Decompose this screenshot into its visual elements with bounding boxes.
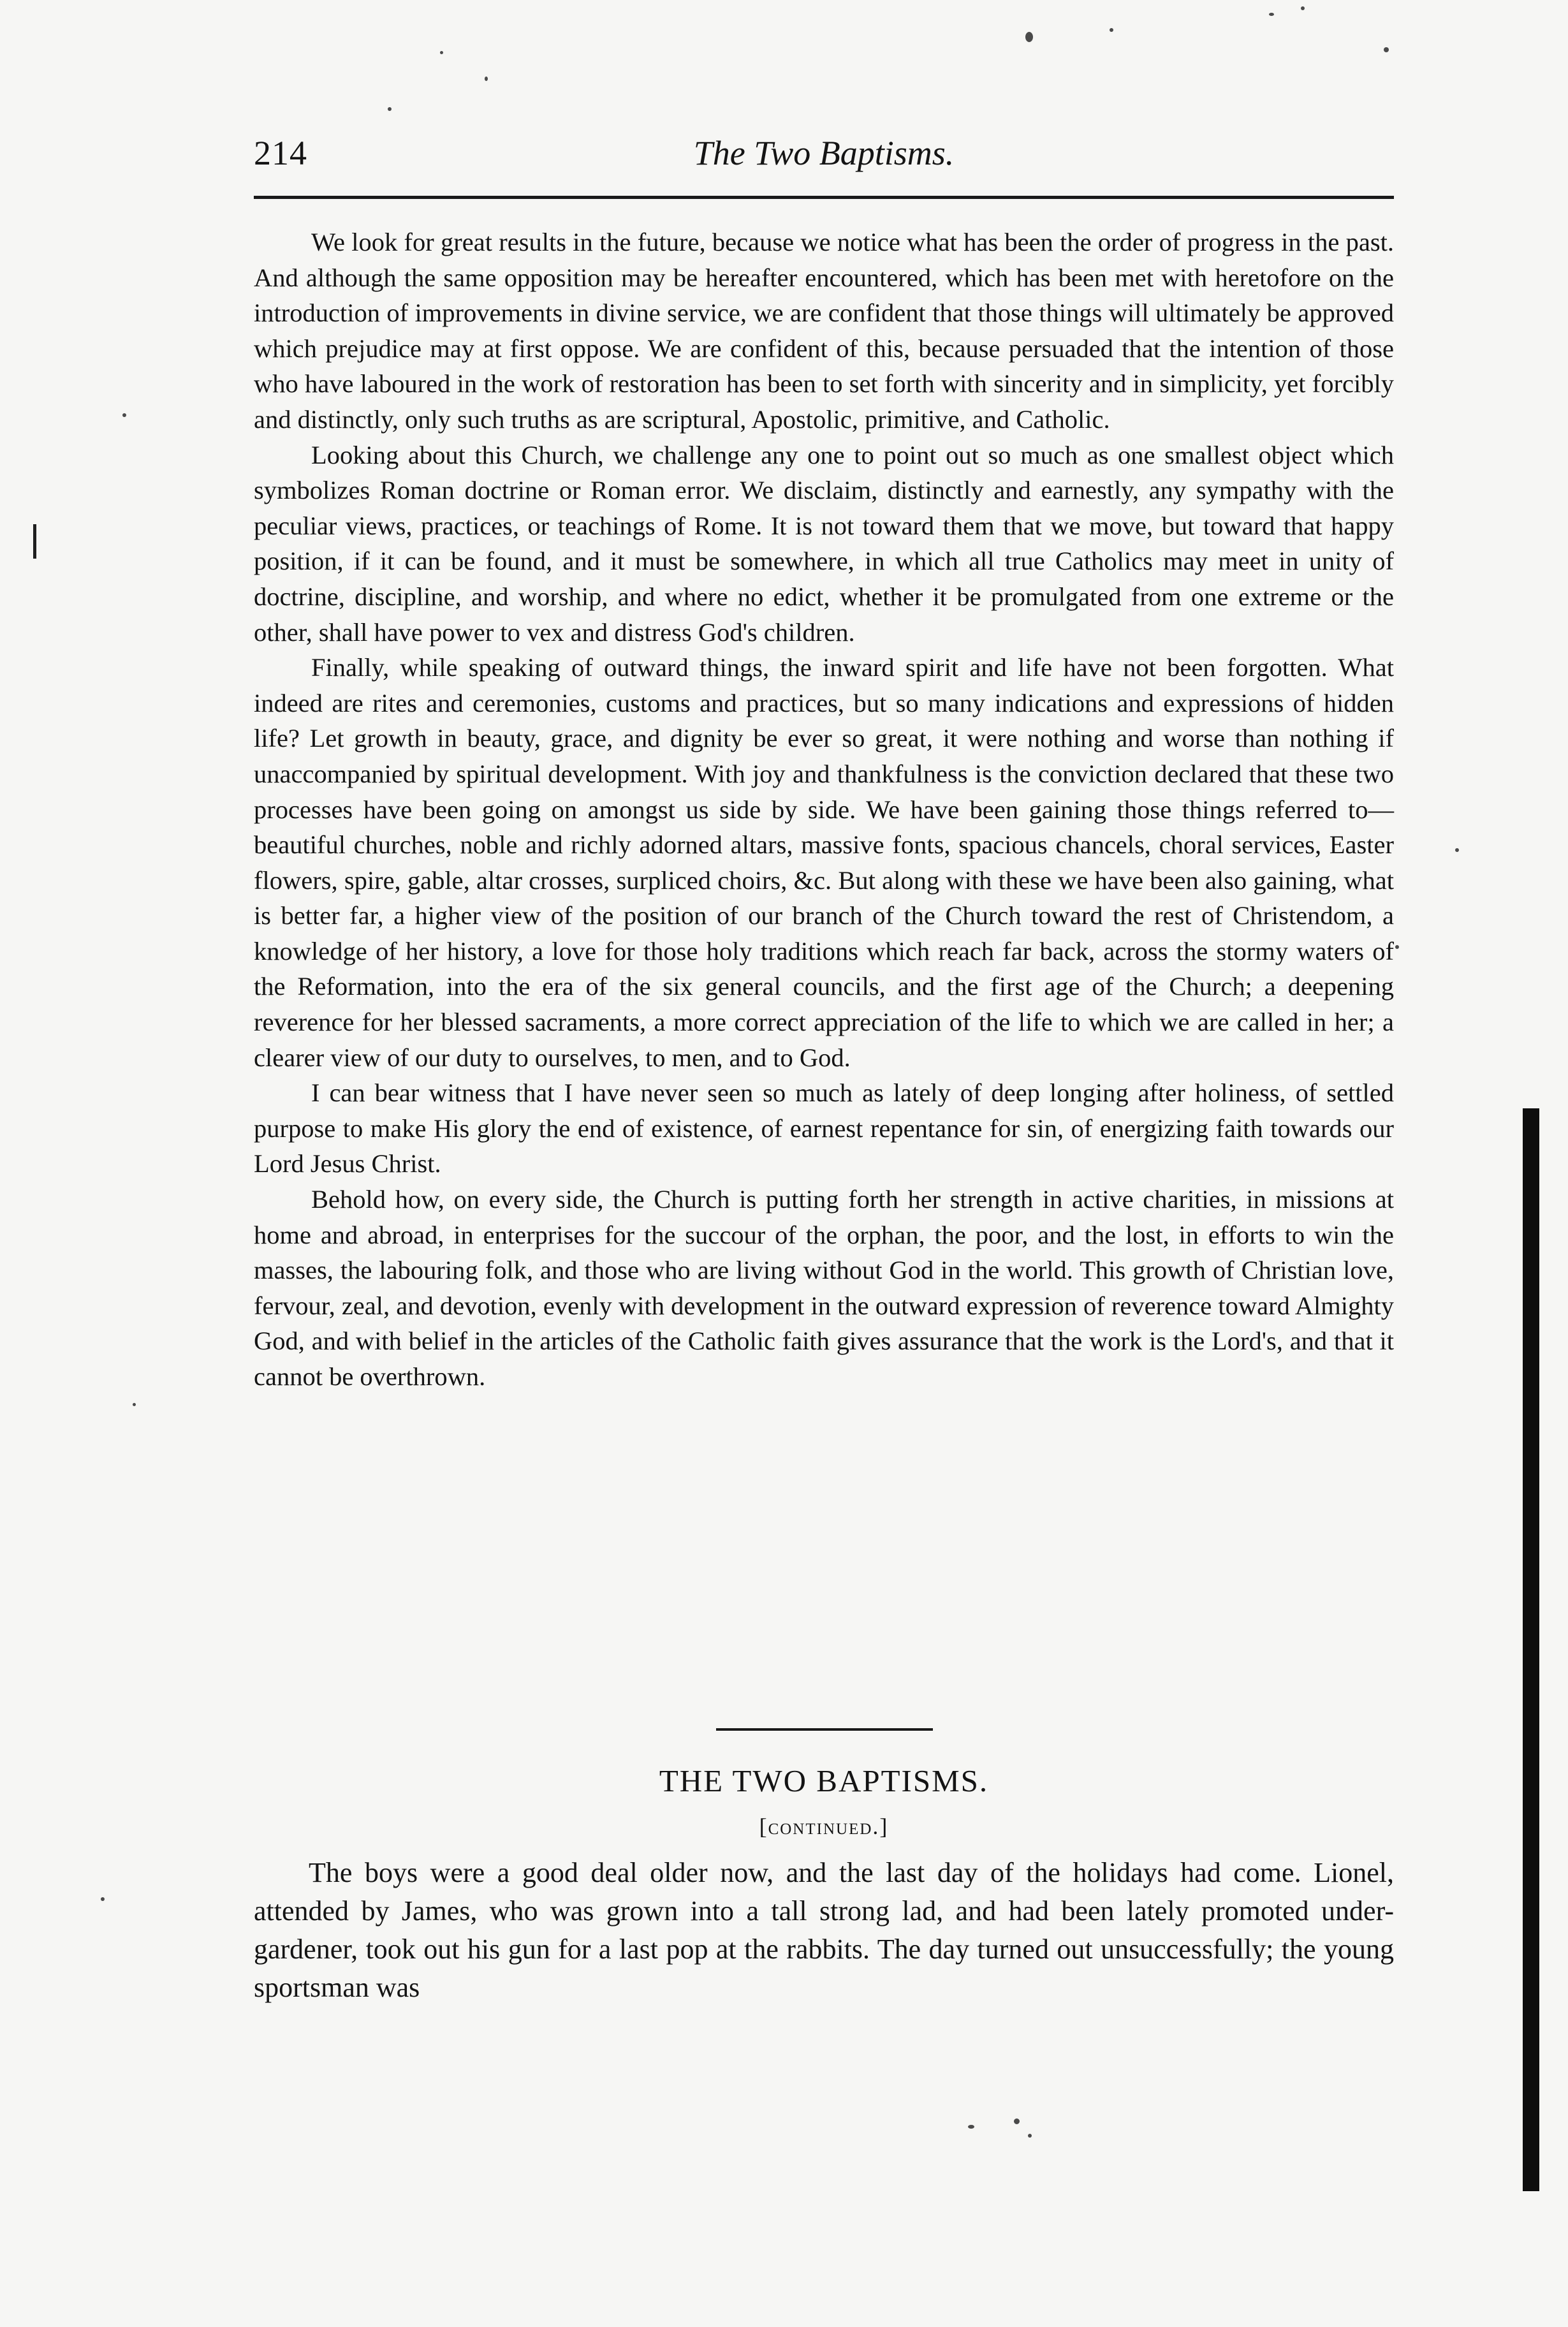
page-header [254,131,1394,182]
header-rule [254,196,1394,199]
running-title: The Two Baptisms. [693,134,955,172]
story-continued-label: [continued.] [759,1814,889,1839]
article-paragraph: We look for great results in the future, because we notice what has been the order of progress in the past. And although the same opposition may be hereafter encountered, which has been met with heretofore on the introduction of improvements in divine service, we are confident that those things will ultimately be approved which prejudice may at first oppose. We are confident of this, because persuaded that the intention of those who have laboured in the work of restoration has been to set forth with sincerity and in simplicity, yet forcibly and distinctly, only such truths as are scriptural, Apostolic, primitive, and Catholic. [254,228,1394,434]
scan-margin-bar [1523,1108,1539,2191]
article-paragraph: Looking about this Church, we challenge any one to point out so much as one smallest object which symbolizes Roman doctrine or Roman error. We disclaim, distinctly and earnestly, any sympathy with the peculiar views, practices, or teachings of Rome. It is not toward them that we move, but toward that happy position, if it can be found, and it must be somewhere, in which all true Catholics may meet in unity of doctrine, discipline, and worship, and where no edict, whether it be promulgated from one extreme or the other, shall have power to vex and distress God's children. [254,440,1394,647]
page-number: 214 [254,134,307,172]
article-body [254,224,1394,1395]
section-divider [716,1728,933,1731]
story-paragraph: The boys were a good deal older now, and the last day of the holidays had come. Lionel, attended by James, who was grown into a tall strong lad, and had been lately promoted under-gardener, took out his gun for a last pop at the rabbits. The day turned out unsuccessfully; the young sportsman was [254,1857,1394,2003]
article-paragraph: I can bear witness that I have never seen so much as lately of deep longing after holiness, of settled purpose to make His glory the end of existence, of earnest repentance for sin, of energizing faith towards our Lord Jesus Christ. [254,1078,1394,1178]
story-body [254,1854,1394,2007]
article-paragraph: Behold how, on every side, the Church is putting forth her strength in active charities, in missions at home and abroad, in enterprises for the succour of the orphan, the poor, and the lost, in efforts to win the masses, the labouring folk, and those who are living without God in the world. This growth of Christian love, fervour, zeal, and devotion, evenly with development in the outward expression of reverence toward Almighty God, and with belief in the articles of the Catholic faith gives assurance that the work is the Lord's, and that it cannot be overthrown. [254,1185,1394,1391]
story-title: THE TWO BAPTISMS. [659,1763,989,1798]
scan-margin-mark [33,524,36,559]
article-paragraph: Finally, while speaking of outward things, the inward spirit and life have not been forgotten. What indeed are rites and ceremonies, customs and practices, but so many indications and expressions of hidden life? Let growth in beauty, grace, and dignity be ever so great, it were nothing and worse than nothing if unaccompanied by spiritual development. With joy and thankfulness is the conviction declared that these two processes have been going on amongst us side by side. We have been gaining those things referred to—beautiful churches, noble and richly adorned altars, massive fonts, spacious chancels, choral services, Easter flowers, spire, gable, altar crosses, surpliced choirs, &c. But along with these we have been also gaining, what is better far, a higher view of the position of our branch of the Church toward the rest of Christendom, a knowledge of her history, a love for those holy traditions which reach far back, across the stormy waters of the Reformation, into the era of the six general councils, and the first age of the Church; a deepening reverence for her blessed sacraments, a more correct appreciation of the life to which we are called in her; a clearer view of our duty to ourselves, to men, and to God. [254,653,1394,1072]
